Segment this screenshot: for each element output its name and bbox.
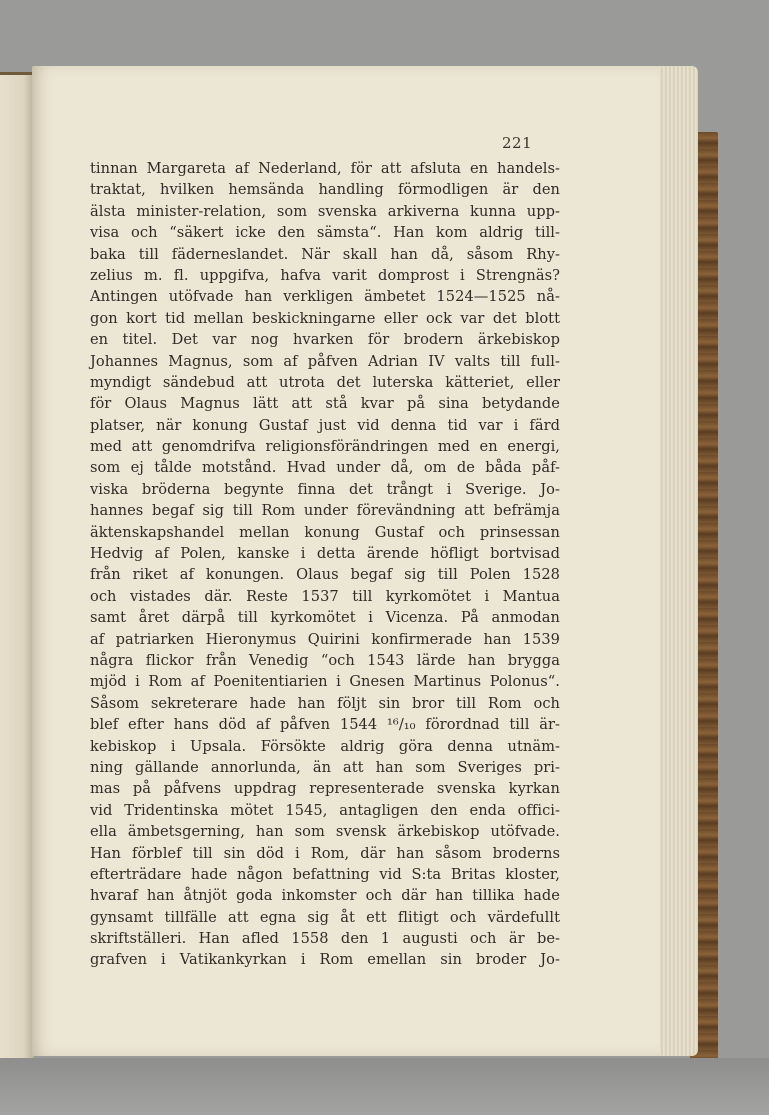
page-text <box>90 158 560 971</box>
text-line: skriftställeri. Han afled 1558 den 1 augusti och är be- <box>90 930 560 948</box>
text-line: Han förblef till sin död i Rom, där han såsom broderns <box>90 844 560 862</box>
text-line: baka till fäderneslandet. När skall han då, såsom Rhy- <box>90 245 560 263</box>
text-line: kebiskop i Upsala. Försökte aldrig göra denna utnäm- <box>90 737 560 755</box>
text-line: ning gällande annorlunda, än att han som Sveriges pri- <box>90 758 560 776</box>
text-line: älsta minister-relation, som svenska arkiverna kunna upp- <box>90 202 560 220</box>
text-line: Såsom sekreterare hade han följt sin bror till Rom och <box>90 694 560 712</box>
text-line: gon kort tid mellan beskickningarne eller ock var det blott <box>90 309 560 327</box>
text-line: äktenskapshandel mellan konung Gustaf och prinsessan <box>90 523 560 541</box>
text-line: tinnan Margareta af Nederland, för att afsluta en handels- <box>90 160 560 177</box>
text-line: vid Tridentinska mötet 1545, antagligen den enda offici- <box>90 801 560 819</box>
text-line: mjöd i Rom af Poenitentiarien i Gnesen Martinus Polonus“. <box>90 673 560 691</box>
text-line: en titel. Det var nog hvarken för brodern ärkebiskop <box>90 331 560 349</box>
background-shadow <box>0 1058 769 1115</box>
text-line: ella ämbetsgerning, han som svensk ärkebiskop utöfvade. <box>90 823 560 841</box>
text-line: från riket af konungen. Olaus begaf sig till Polen 1528 <box>90 566 560 584</box>
text-line: zelius m. fl. uppgifva, hafva varit domprost i Strengnäs? <box>90 266 560 284</box>
text-line: Hedvig af Polen, kanske i detta ärende höfligt bortvisad <box>90 545 560 563</box>
text-line: hvaraf han åtnjöt goda inkomster och där han tillika hade <box>90 887 560 905</box>
text-line: hannes begaf sig till Rom under förevändning att befrämja <box>90 502 560 520</box>
text-line: myndigt sändebud att utrota det luterska kätteriet, eller <box>90 373 560 391</box>
text-line: blef efter hans död af påfven 1544 ¹⁶/₁₀ förordnad till är- <box>90 716 560 734</box>
text-line: samt året därpå till kyrkomötet i Vicenza. På anmodan <box>90 609 560 627</box>
text-line: traktat, hvilken hemsända handling förmodligen är den <box>90 181 560 199</box>
text-line: visa och “säkert icke den sämsta“. Han kom aldrig till- <box>90 224 560 242</box>
text-line: gynsamt tillfälle att egna sig åt ett flitigt och värdefullt <box>90 908 560 926</box>
left-page-edge <box>0 72 34 1068</box>
text-line: med att genomdrifva religionsförändringen med en energi, <box>90 438 560 456</box>
text-line: som ej tålde motstånd. Hvad under då, om de båda påf- <box>90 459 560 477</box>
text-line: Antingen utöfvade han verkligen ämbetet 1524—1525 nå- <box>90 288 560 306</box>
text-line: mas på påfvens uppdrag representerade svenska kyrkan <box>90 780 560 798</box>
text-line: af patriarken Hieronymus Quirini konfirmerade han 1539 <box>90 630 560 648</box>
text-line: Johannes Magnus, som af påfven Adrian IV valts till full- <box>90 352 560 370</box>
text-line: några flickor från Venedig “och 1543 lärde han brygga <box>90 651 560 669</box>
text-line: efterträdare hade någon befattning vid S:ta Britas kloster, <box>90 865 560 883</box>
page-number: 221 <box>502 134 533 152</box>
text-line: för Olaus Magnus lätt att stå kvar på sina betydande <box>90 395 560 413</box>
text-line: grafven i Vatikankyrkan i Rom emellan sin broder Jo- <box>90 951 560 969</box>
text-line: och vistades där. Reste 1537 till kyrkomötet i Mantua <box>90 587 560 605</box>
text-line: viska bröderna begynte finna det trångt i Sverige. Jo- <box>90 480 560 498</box>
text-line: platser, när konung Gustaf just vid denna tid var i färd <box>90 416 560 434</box>
